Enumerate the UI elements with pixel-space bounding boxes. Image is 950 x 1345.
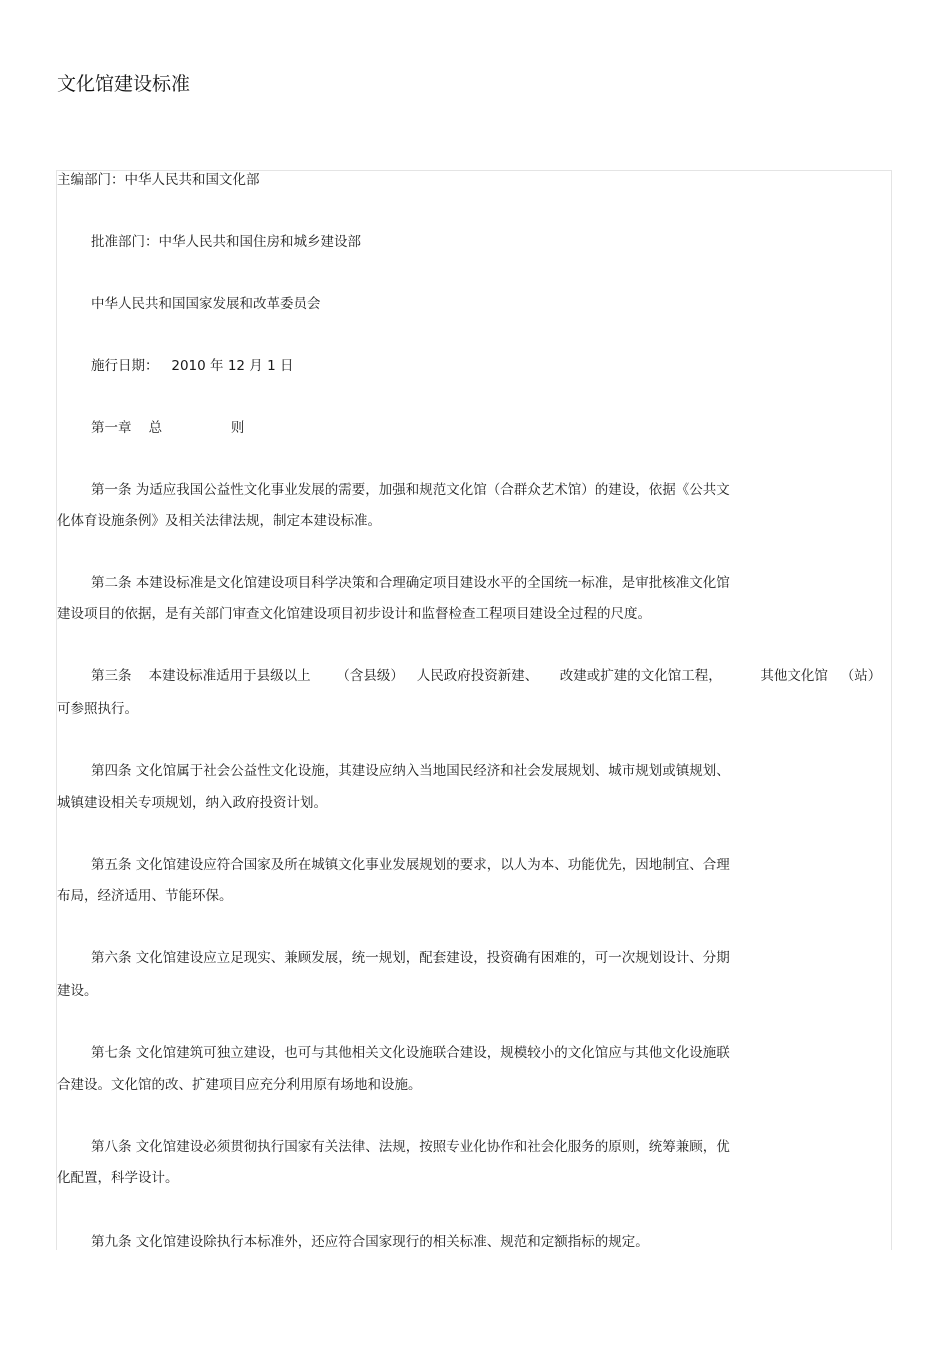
article-3-line-1: 第三条 本建设标准适用于县级以上 （含县级） 人民政府投资新建、 改建或扩建的文化馆工程， 其他文化馆 （站） [91, 668, 882, 684]
article-5-line-2: 布局，经济适用、节能环保。 [57, 888, 233, 904]
article-4-line-2: 城镇建设相关专项规划，纳入政府投资计划。 [57, 795, 327, 811]
article-4-line-1: 第四条 文化馆属于社会公益性文化设施，其建设应纳入当地国民经济和社会发展规划、城市规划或镇规划、 [91, 763, 730, 779]
article-9-line-1: 第九条 文化馆建设除执行本标准外，还应符合国家现行的相关标准、规范和定额指标的规定。 [91, 1234, 649, 1250]
article-6-line-2: 建设。 [57, 983, 98, 999]
article-7-line-1: 第七条 文化馆建筑可独立建设，也可与其他相关文化设施联合建设，规模较小的文化馆应与其他文化设施联 [91, 1045, 730, 1061]
article-3-line-2: 可参照执行。 [57, 701, 138, 717]
approval-department-2: 中华人民共和国国家发展和改革委员会 [91, 296, 321, 312]
article-8-line-2: 化配置，科学设计。 [57, 1170, 179, 1186]
article-5-line-1: 第五条 文化馆建设应符合国家及所在城镇文化事业发展规划的要求，以人为本、功能优先，因地制宜、合理 [91, 857, 730, 873]
article-2-line-2: 建设项目的依据，是有关部门审查文化馆建设项目初步设计和监督检查工程项目建设全过程的尺度。 [57, 606, 651, 622]
effective-date: 施行日期： 2010 年 12 月 1 日 [91, 358, 294, 374]
chapter-heading: 第一章 总 则 [91, 420, 245, 436]
editor-department: 主编部门：中华人民共和国文化部 [57, 172, 260, 188]
document-title: 文化馆建设标准 [57, 73, 191, 95]
article-1-line-1: 第一条 为适应我国公益性文化事业发展的需要，加强和规范文化馆（合群众艺术馆）的建设，依据《公共文 [91, 482, 730, 498]
article-8-line-1: 第八条 文化馆建设必须贯彻执行国家有关法律、法规，按照专业化协作和社会化服务的原则，统筹兼顾，优 [91, 1139, 730, 1155]
article-6-line-1: 第六条 文化馆建设应立足现实、兼顾发展，统一规划，配套建设，投资确有困难的，可一次规划设计、分期 [91, 950, 730, 966]
article-7-line-2: 合建设。文化馆的改、扩建项目应充分利用原有场地和设施。 [57, 1077, 422, 1093]
article-1-line-2: 化体育设施条例》及相关法律法规，制定本建设标准。 [57, 513, 381, 529]
approval-department: 批准部门：中华人民共和国住房和城乡建设部 [91, 234, 361, 250]
article-2-line-1: 第二条 本建设标准是文化馆建设项目科学决策和合理确定项目建设水平的全国统一标准，是审批核准文化馆 [91, 575, 730, 591]
